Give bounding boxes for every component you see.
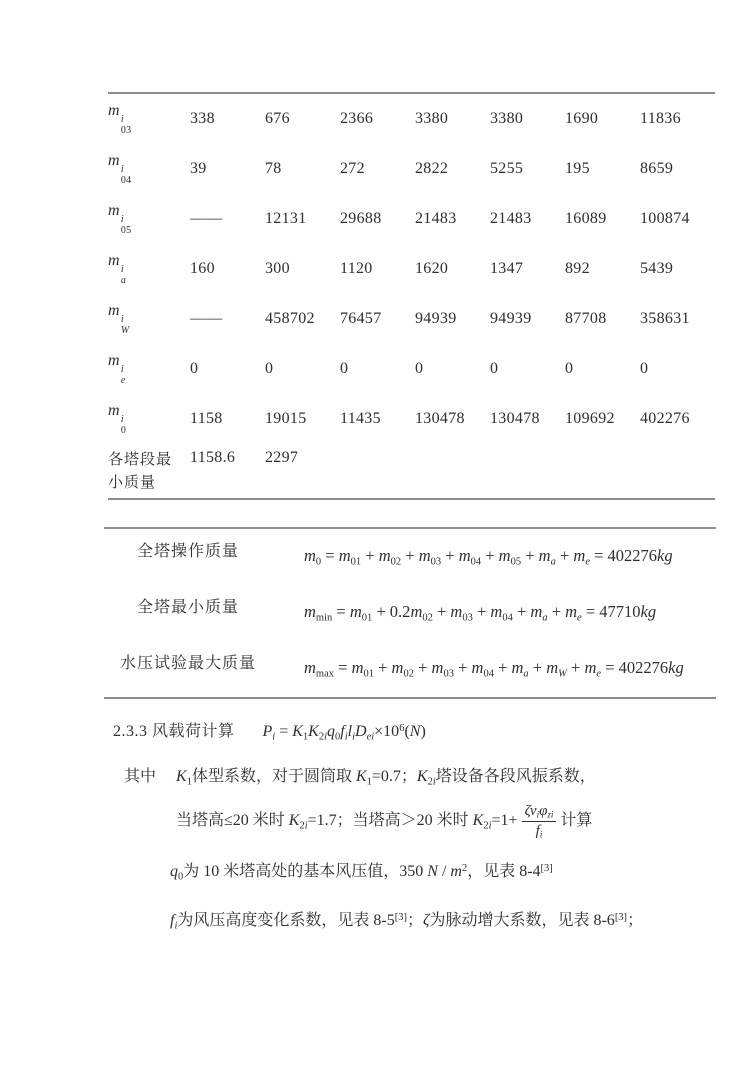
math-token: 02 xyxy=(403,668,414,680)
math-token: 03 xyxy=(462,612,473,624)
math-token: a xyxy=(523,668,529,680)
math-token: N xyxy=(409,723,421,740)
table-row xyxy=(108,344,715,394)
symbol-superscript: i xyxy=(120,414,124,425)
paragraph: 当塔高≤20 米时 $K_{2i}=1.7$；当塔高＞20 米时 $K_{2i}=1+$ $\frac{\zeta\nu_i\varphi_{zi}}{f_i}$ 计算 xyxy=(176,802,593,840)
wind-load-section xyxy=(104,712,728,930)
math-token: m xyxy=(530,602,543,621)
table-cell: 1620 xyxy=(415,260,449,277)
mass-table-body xyxy=(108,94,715,498)
math-token: i xyxy=(539,829,543,840)
math-token: m xyxy=(304,658,316,677)
table-cell: 0 xyxy=(415,360,424,377)
math-token: P xyxy=(262,723,273,740)
math-token: m xyxy=(498,546,511,565)
math-token: 02 xyxy=(390,556,402,568)
row-label xyxy=(108,252,190,286)
table-cell: 11435 xyxy=(340,410,381,427)
symbol-base: m xyxy=(108,302,120,319)
summary-label: 全塔操作质量 xyxy=(136,543,239,560)
symbol-superscript: i xyxy=(120,264,124,275)
table-cell: 272 xyxy=(340,160,365,177)
summary-label: 水压试验最大质量 xyxy=(119,655,256,672)
math-token: 1 xyxy=(366,776,372,788)
table-cell: 3380 xyxy=(415,110,449,127)
math-token: 04 xyxy=(502,612,513,624)
math-token: i xyxy=(344,731,348,743)
math-token: l xyxy=(347,723,353,740)
table-cell: 29688 xyxy=(340,210,382,227)
table-cell: 100874 xyxy=(640,210,690,227)
math-token: zi xyxy=(547,809,554,820)
table-cell: 2366 xyxy=(340,110,374,127)
symbol-script-stack xyxy=(121,415,126,436)
table-row xyxy=(108,144,715,194)
math-token: m xyxy=(538,546,551,565)
math-token: 04 xyxy=(470,556,482,568)
table-cell: 21483 xyxy=(415,210,457,227)
table-cell: 300 xyxy=(265,260,290,277)
symbol-subscript: 0 xyxy=(120,424,127,436)
math-token: a xyxy=(550,556,556,568)
table-cell: 2822 xyxy=(415,160,449,177)
table-cell: 11836 xyxy=(640,110,681,127)
math-token: m xyxy=(349,602,362,621)
table-cell: 160 xyxy=(190,260,215,277)
math-token: N xyxy=(427,863,438,880)
table-cell: 0 xyxy=(340,360,349,377)
math-token: ζ xyxy=(524,802,530,819)
math-token: i xyxy=(488,820,492,832)
summary-table xyxy=(104,527,716,699)
symbol-script-stack xyxy=(121,315,130,336)
symbol-base: m xyxy=(108,152,120,169)
math-token: a xyxy=(542,612,548,624)
math-token: m xyxy=(511,658,524,677)
math-token: 2 xyxy=(318,731,325,743)
table-cell: 21483 xyxy=(490,210,532,227)
table-cell: 1120 xyxy=(340,260,373,277)
wind-paragraphs xyxy=(104,763,728,930)
math-token: m xyxy=(304,546,316,565)
math-token: m xyxy=(565,602,578,621)
symbol-subscript: a xyxy=(120,274,127,286)
math-token: m xyxy=(450,602,463,621)
table-cell: 39 xyxy=(190,160,207,177)
math-token: W xyxy=(558,668,567,680)
math-token: e xyxy=(577,612,582,624)
math-token: 1 xyxy=(186,776,192,788)
math-token: 0 xyxy=(178,871,184,883)
symbol-superscript: i xyxy=(120,164,124,175)
math-token: K xyxy=(176,768,187,785)
symbol-base: m xyxy=(108,252,120,269)
table-cell: 0 xyxy=(640,360,649,377)
table-cell: 130478 xyxy=(490,410,540,427)
table-cell: 1158.6 xyxy=(190,449,236,466)
math-token: 01 xyxy=(361,612,373,624)
symbol-script-stack xyxy=(121,365,126,386)
math-token: max xyxy=(315,668,334,680)
section-heading-row xyxy=(104,712,728,741)
math-token: m xyxy=(391,658,404,677)
math-token: 01 xyxy=(350,556,362,568)
symbol-script-stack xyxy=(121,215,132,236)
table-row xyxy=(108,94,715,144)
math-token: [3] xyxy=(394,912,407,923)
math-token: kg xyxy=(668,658,684,677)
wind-load-formula: $P_i = K_1K_{2i}q_0f_il_iD_{ei}\times 10^6(N)$ xyxy=(262,723,426,743)
symbol-subscript: 04 xyxy=(120,174,132,186)
symbol-script-stack xyxy=(121,115,132,136)
math-token: 2 xyxy=(461,863,468,874)
fraction-numerator xyxy=(522,803,557,820)
symbol-superscript: i xyxy=(120,314,124,325)
table-cell: 94939 xyxy=(490,310,532,327)
math-token: [3] xyxy=(540,863,553,874)
math-token: f xyxy=(340,723,345,740)
math-token: 03 xyxy=(443,668,454,680)
math-token: e xyxy=(585,556,590,568)
math-token: K xyxy=(472,812,484,829)
math-token: D xyxy=(355,723,367,740)
math-token: min xyxy=(315,612,333,624)
math-token: m xyxy=(458,546,471,565)
table-cell: 195 xyxy=(565,160,590,177)
math-token: i xyxy=(304,820,308,832)
row-label xyxy=(108,352,190,386)
math-token: 6 xyxy=(399,723,405,734)
paragraph: $f_i$为风压高度变化系数，见表 8-5[3]；ζ为脉动增大系数，见表 8-6[3]； xyxy=(170,912,644,932)
math-token: f xyxy=(170,912,175,929)
fraction-denominator xyxy=(533,823,546,840)
table-cell: 892 xyxy=(565,260,590,277)
table-cell: 1690 xyxy=(565,110,599,127)
summary-formula: $m_{max} = m_{01} + m_{02} + m_{03} + m_{04} + m_a + m_W + m_e = 402276kg$ xyxy=(304,658,684,680)
symbol-base: m xyxy=(108,102,120,119)
row-label xyxy=(108,402,190,436)
math-token: m xyxy=(418,546,431,565)
math-token: m xyxy=(546,658,559,677)
symbol-subscript: e xyxy=(120,374,126,386)
math-token: m xyxy=(410,602,423,621)
math-token: ν xyxy=(529,802,537,819)
summary-row xyxy=(104,585,716,641)
math-token: 0 xyxy=(315,556,322,568)
table-row xyxy=(108,194,715,244)
math-token: f xyxy=(535,822,540,839)
math-token: e xyxy=(596,668,602,680)
math-token: m xyxy=(471,658,484,677)
math-token: m xyxy=(573,546,586,565)
symbol-subscript: 05 xyxy=(120,224,132,236)
symbol-superscript: i xyxy=(120,364,124,375)
symbol-script-stack xyxy=(121,265,126,286)
table-row xyxy=(108,394,715,444)
symbol-base: m xyxy=(108,402,120,419)
table-cell: 94939 xyxy=(415,310,457,327)
mass-table xyxy=(108,92,715,500)
math-token: K xyxy=(308,723,319,740)
math-token: [3] xyxy=(614,912,628,923)
table-cell: 3380 xyxy=(490,110,524,127)
math-token: 2 xyxy=(299,820,305,832)
summary-formula: $m_0 = m_{01} + m_{02} + m_{03} + m_{04} + m_{05} + m_a + m_e = 402276kg$ xyxy=(304,546,673,568)
math-token: K xyxy=(416,768,428,785)
table-cell: —— xyxy=(190,210,223,227)
table-cell: 8659 xyxy=(640,160,674,177)
math-token: 03 xyxy=(430,556,442,568)
math-token: kg xyxy=(657,546,673,565)
math-token: m xyxy=(378,546,391,565)
math-token: 05 xyxy=(510,556,522,568)
table-cell: 130478 xyxy=(415,410,465,427)
table-cell: 1158 xyxy=(190,410,223,427)
table-cell: 109692 xyxy=(565,410,615,427)
symbol-superscript: i xyxy=(120,214,124,225)
math-token: m xyxy=(450,863,462,880)
summary-label: 全塔最小质量 xyxy=(136,599,239,616)
math-token: 2 xyxy=(483,820,489,832)
math-token: 0 xyxy=(335,731,341,743)
math-token: K xyxy=(355,768,367,785)
math-token: q xyxy=(327,723,336,740)
math-token: m xyxy=(304,602,316,621)
table-cell: 19015 xyxy=(265,410,307,427)
math-token: i xyxy=(536,809,540,820)
fraction xyxy=(522,803,557,841)
table-cell: 76457 xyxy=(340,310,382,327)
table-cell: 2297 xyxy=(265,449,299,466)
row-label xyxy=(108,102,190,136)
table-cell: 5255 xyxy=(490,160,524,177)
table-cell: 0 xyxy=(265,360,274,377)
table-cell: —— xyxy=(190,310,223,327)
math-token: ei xyxy=(366,731,375,743)
summary-formula: $m_{min} = m_{01} + 0.2m_{02} + m_{03} + m_{04} + m_a + m_e = 47710kg$ xyxy=(304,602,657,624)
paragraph: $q_0$为 10 米塔高处的基本风压值，350 N / $m^2$，见表 8-4[3] xyxy=(170,863,553,883)
symbol-subscript: 03 xyxy=(120,124,132,136)
table-cell: 1347 xyxy=(490,260,524,277)
math-token: 02 xyxy=(422,612,433,624)
math-token: 01 xyxy=(363,668,374,680)
math-token: i xyxy=(324,731,328,743)
math-token: 04 xyxy=(483,668,494,680)
math-token: kg xyxy=(640,602,657,621)
table-cell: 16089 xyxy=(565,210,607,227)
summary-row xyxy=(104,641,716,697)
math-token: m xyxy=(584,658,597,677)
table-row xyxy=(108,294,715,344)
symbol-subscript: W xyxy=(120,324,130,336)
math-token: i xyxy=(272,731,276,743)
table-cell: 338 xyxy=(190,110,215,127)
table-row xyxy=(108,244,715,294)
row-label: 各塔段最小质量 xyxy=(108,452,173,492)
math-token: q xyxy=(170,863,178,880)
table-cell: 0 xyxy=(565,360,574,377)
row-label xyxy=(108,302,190,336)
table-cell: 12131 xyxy=(265,210,307,227)
summary-body xyxy=(104,529,716,697)
table-cell: 458702 xyxy=(265,310,315,327)
math-token: K xyxy=(292,723,303,740)
math-token: 2 xyxy=(427,776,433,788)
fraction-bar xyxy=(522,821,557,822)
math-token: φ xyxy=(539,802,548,819)
math-token: m xyxy=(351,658,364,677)
table-cell: 0 xyxy=(190,360,199,377)
math-token: 1 xyxy=(302,731,309,743)
table-cell: 78 xyxy=(265,160,282,177)
math-token: i xyxy=(432,776,436,788)
symbol-base: m xyxy=(108,202,120,219)
symbol-superscript: i xyxy=(120,114,124,125)
math-token: ζ xyxy=(422,912,430,929)
row-label xyxy=(108,152,190,186)
table-row xyxy=(108,444,715,498)
math-token: i xyxy=(174,920,178,932)
math-token: i xyxy=(352,731,356,743)
row-label xyxy=(108,202,190,236)
summary-row xyxy=(104,529,716,585)
math-token: m xyxy=(338,546,351,565)
symbol-script-stack xyxy=(121,165,132,186)
section-heading: 2.3.3 风载荷计算 xyxy=(113,723,235,740)
math-token: m xyxy=(431,658,444,677)
table-cell: 358631 xyxy=(640,310,690,327)
table-cell: 5439 xyxy=(640,260,674,277)
math-token: m xyxy=(490,602,503,621)
symbol-base: m xyxy=(108,352,120,369)
paragraph: 其中 $K_1$体型系数，对于圆筒取 $K_1=0.7$；$K_{2i}$塔设备各段风振系数， xyxy=(124,768,596,788)
math-token: K xyxy=(288,812,300,829)
table-cell: 0 xyxy=(490,360,499,377)
table-cell: 402276 xyxy=(640,410,690,427)
table-cell: 87708 xyxy=(565,310,607,327)
table-cell: 676 xyxy=(265,110,290,127)
